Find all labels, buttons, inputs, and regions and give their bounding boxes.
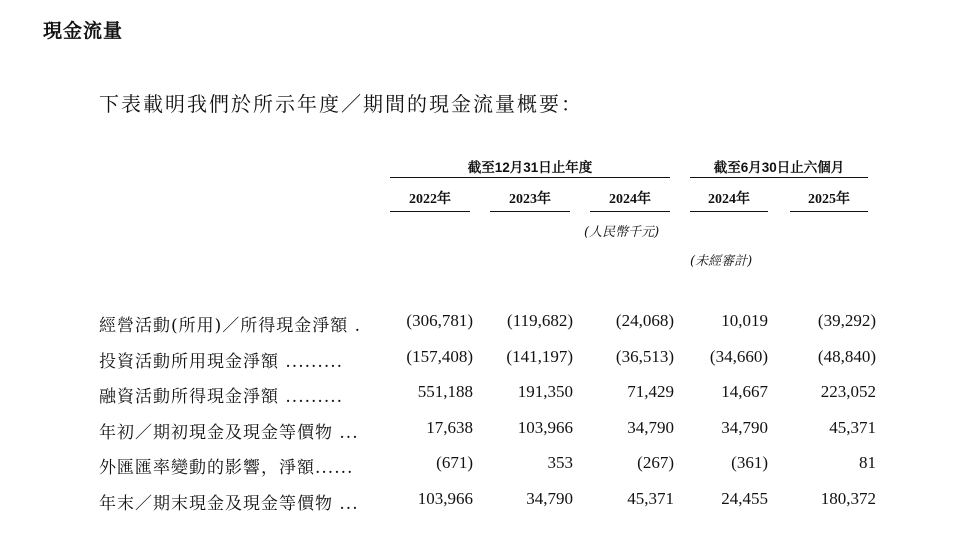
year-header-2023: 2023年 xyxy=(509,192,551,207)
table-cell: 353 xyxy=(547,453,573,472)
year-header-2024-annual: 2024年 xyxy=(609,192,651,207)
year-rule xyxy=(790,211,868,212)
table-cell: 34,790 xyxy=(627,417,674,437)
table-cell: (306,781) xyxy=(406,311,473,330)
column-group-interim-rule xyxy=(690,177,868,178)
table-cell: 103,966 xyxy=(517,417,573,437)
table-cell: 34,790 xyxy=(526,488,573,508)
year-header-2024-interim: 2024年 xyxy=(708,192,750,207)
table-cell: (36,513) xyxy=(615,346,674,366)
unit-label: (人民幣千元) xyxy=(584,225,660,240)
row-label: 融資活動所得現金淨額 ......... xyxy=(99,387,344,407)
table-cell: 180,372 xyxy=(820,488,876,508)
table-cell: 14,667 xyxy=(721,382,768,401)
row-label: 經營活動(所用)／所得現金淨額 . xyxy=(99,316,362,336)
table-cell: (119,682) xyxy=(507,311,573,330)
unaudited-label: (未經審計) xyxy=(690,254,753,269)
year-header-2025-interim: 2025年 xyxy=(808,192,850,207)
year-rule xyxy=(390,211,470,212)
year-rule xyxy=(590,211,670,212)
row-label: 外匯匯率變動的影響，淨額...... xyxy=(99,458,354,478)
row-label: 投資活動所用現金淨額 ......... xyxy=(99,351,344,372)
table-cell: 45,371 xyxy=(627,488,674,508)
section-title: 現金流量 xyxy=(43,20,124,42)
table-cell: 71,429 xyxy=(627,382,674,401)
year-rule xyxy=(690,211,768,212)
table-cell: 551,188 xyxy=(417,382,473,401)
table-cell: 103,966 xyxy=(417,488,473,508)
table-cell: 34,790 xyxy=(721,417,768,437)
table-cell: (39,292) xyxy=(817,311,876,330)
column-group-annual-rule xyxy=(390,177,670,178)
table-cell: (48,840) xyxy=(817,346,876,366)
table-cell: 223,052 xyxy=(820,382,876,401)
table-cell: (141,197) xyxy=(506,346,573,366)
table-cell: 24,455 xyxy=(721,488,768,508)
row-label: 年末／期末現金及現金等價物 ... xyxy=(99,493,359,514)
table-cell: 10,019 xyxy=(721,311,768,330)
table-cell: (671) xyxy=(436,453,473,472)
year-header-2022: 2022年 xyxy=(409,192,451,207)
table-cell: 45,371 xyxy=(829,417,876,437)
table-cell: (34,660) xyxy=(709,346,768,366)
column-group-interim: 截至6月30日止六個月 xyxy=(713,160,845,175)
row-label: 年初／期初現金及現金等價物 ... xyxy=(99,422,359,443)
table-cell: (157,408) xyxy=(406,346,473,366)
table-cell: (267) xyxy=(637,453,674,472)
year-rule xyxy=(490,211,570,212)
table-cell: 191,350 xyxy=(517,382,573,401)
table-cell: 17,638 xyxy=(426,417,473,437)
table-cell: (24,068) xyxy=(615,311,674,330)
intro-text: 下表載明我們於所示年度／期間的現金流量概要： xyxy=(99,92,583,116)
column-group-annual: 截至12月31日止年度 xyxy=(467,160,593,175)
table-cell: (361) xyxy=(731,453,768,472)
table-cell: 81 xyxy=(859,453,876,472)
